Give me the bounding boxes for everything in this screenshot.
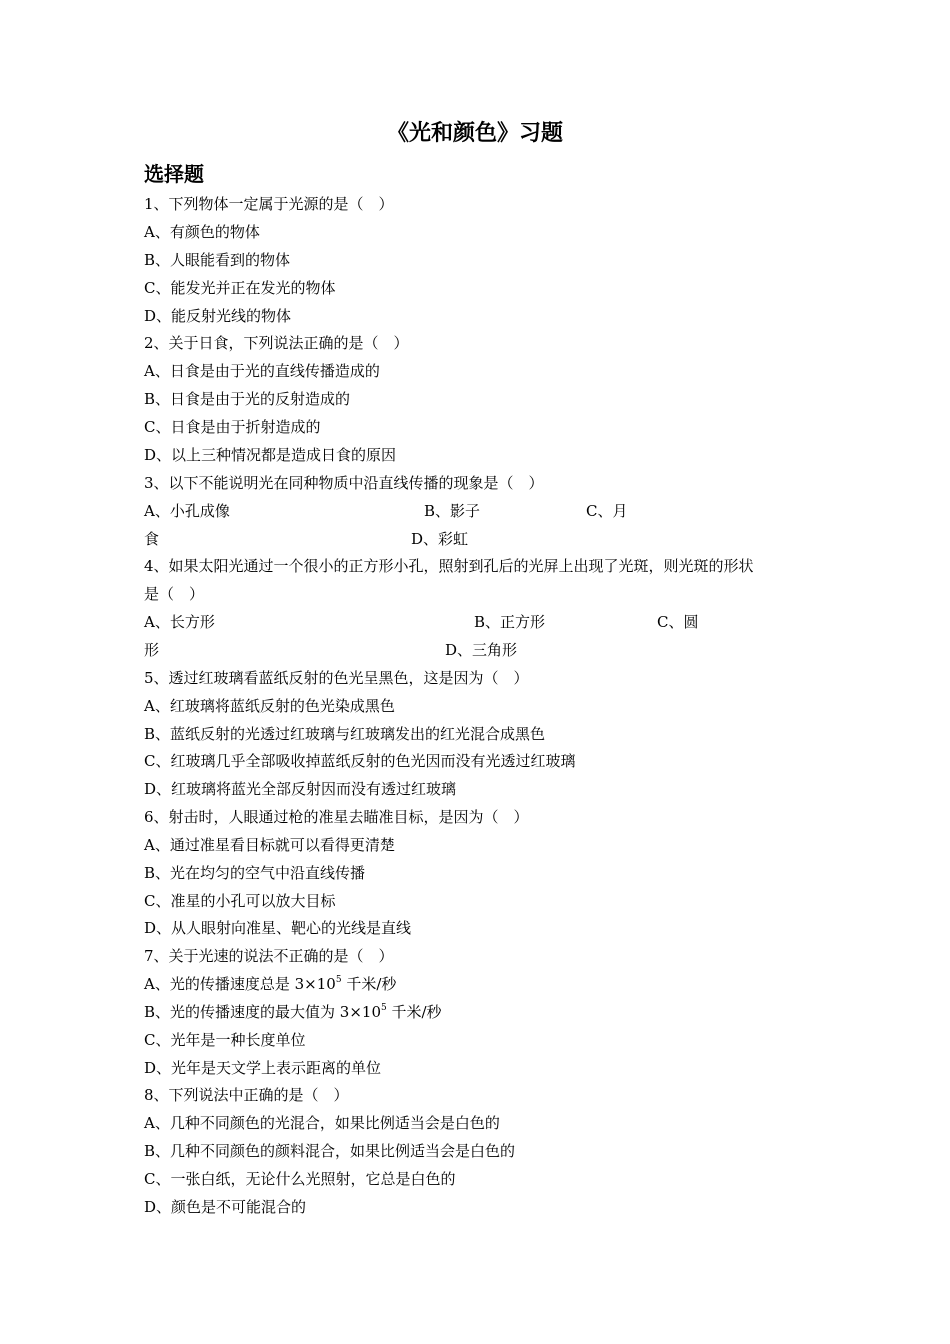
question-7-option-d: D、光年是天文学上表示距离的单位 bbox=[144, 1059, 382, 1077]
question-4-option-b: B、正方形 bbox=[474, 613, 546, 631]
question-5-stem: 5、透过红玻璃看蓝纸反射的色光呈黑色，这是因为（ ） bbox=[144, 669, 529, 687]
question-8-option-c: C、一张白纸，无论什么光照射，它总是白色的 bbox=[144, 1170, 456, 1188]
question-2-option-b: B、日食是由于光的反射造成的 bbox=[144, 390, 351, 408]
question-1-option-c: C、能发光并正在发光的物体 bbox=[144, 279, 336, 297]
question-3-option-c: C、月 bbox=[586, 502, 628, 520]
question-2-option-c: C、日食是由于折射造成的 bbox=[144, 418, 321, 436]
question-7-option-b-text: B、光的传播速度的最大值为 3×10 bbox=[144, 1003, 381, 1021]
question-7-option-b-unit: 千米/秒 bbox=[386, 1003, 442, 1021]
question-1-stem: 1、下列物体一定属于光源的是（ ） bbox=[144, 195, 394, 213]
question-2-option-a: A、日食是由于光的直线传播造成的 bbox=[144, 362, 380, 380]
question-5-option-a: A、红玻璃将蓝纸反射的色光染成黑色 bbox=[144, 697, 395, 715]
question-4-stem-line-2: 是（ ） bbox=[144, 585, 205, 603]
question-7-option-b bbox=[144, 998, 442, 1026]
question-8-option-b: B、几种不同颜色的颜料混合，如果比例适当会是白色的 bbox=[144, 1142, 516, 1160]
question-3-option-c-wrap: 食 bbox=[144, 530, 160, 548]
question-8-option-a: A、几种不同颜色的光混合，如果比例适当会是白色的 bbox=[144, 1114, 500, 1132]
question-2-option-d: D、以上三种情况都是造成日食的原因 bbox=[144, 446, 397, 464]
question-3-option-d: D、彩虹 bbox=[411, 530, 469, 548]
question-4-stem-line-1: 4、如果太阳光通过一个很小的正方形小孔，照射到孔后的光屏上出现了光斑，则光斑的形状 bbox=[144, 557, 754, 575]
question-7-option-a-exponent: 5 bbox=[335, 975, 342, 985]
question-4-option-a: A、长方形 bbox=[144, 613, 215, 631]
question-7-stem: 7、关于光速的说法不正确的是（ ） bbox=[144, 947, 394, 965]
question-5-option-b: B、蓝纸反射的光透过红玻璃与红玻璃发出的红光混合成黑色 bbox=[144, 725, 546, 743]
section-heading: 选择题 bbox=[144, 162, 204, 186]
question-6-option-c: C、准星的小孔可以放大目标 bbox=[144, 892, 336, 910]
question-1-option-b: B、人眼能看到的物体 bbox=[144, 251, 291, 269]
question-3-stem: 3、以下不能说明光在同种物质中沿直线传播的现象是（ ） bbox=[144, 474, 544, 492]
question-8-option-d: D、颜色是不可能混合的 bbox=[144, 1198, 307, 1216]
question-4-option-c-wrap: 形 bbox=[144, 641, 160, 659]
question-3-option-a: A、小孔成像 bbox=[144, 502, 230, 520]
question-5-option-d: D、红玻璃将蓝光全部反射因而没有透过红玻璃 bbox=[144, 780, 457, 798]
document-title: 《光和颜色》习题 bbox=[386, 120, 563, 146]
question-7-option-a bbox=[144, 970, 396, 998]
question-7-option-a-unit: 千米/秒 bbox=[341, 975, 397, 993]
question-1-option-a: A、有颜色的物体 bbox=[144, 223, 260, 241]
question-3-option-b: B、影子 bbox=[424, 502, 481, 520]
question-6-option-b: B、光在均匀的空气中沿直线传播 bbox=[144, 864, 366, 882]
question-7-option-c: C、光年是一种长度单位 bbox=[144, 1031, 306, 1049]
question-3-options-row-1 bbox=[144, 497, 764, 525]
question-2-stem: 2、关于日食，下列说法正确的是（ ） bbox=[144, 334, 409, 352]
question-6-option-d: D、从人眼射向准星、靶心的光线是直线 bbox=[144, 919, 412, 937]
question-6-option-a: A、通过准星看目标就可以看得更清楚 bbox=[144, 836, 395, 854]
question-3-options-row-2 bbox=[144, 525, 764, 553]
question-4-options-row-2 bbox=[144, 636, 764, 664]
question-6-stem: 6、射击时，人眼通过枪的准星去瞄准目标，是因为（ ） bbox=[144, 808, 529, 826]
question-4-options-row-1 bbox=[144, 608, 764, 636]
question-4-option-c: C、圆 bbox=[657, 613, 699, 631]
question-8-stem: 8、下列说法中正确的是（ ） bbox=[144, 1086, 349, 1104]
question-4-option-d: D、三角形 bbox=[445, 641, 518, 659]
question-5-option-c: C、红玻璃几乎全部吸收掉蓝纸反射的色光因而没有光透过红玻璃 bbox=[144, 752, 576, 770]
question-1-option-d: D、能反射光线的物体 bbox=[144, 307, 292, 325]
question-7-option-a-text: A、光的传播速度总是 3×10 bbox=[144, 975, 336, 993]
question-7-option-b-exponent: 5 bbox=[381, 1003, 387, 1013]
